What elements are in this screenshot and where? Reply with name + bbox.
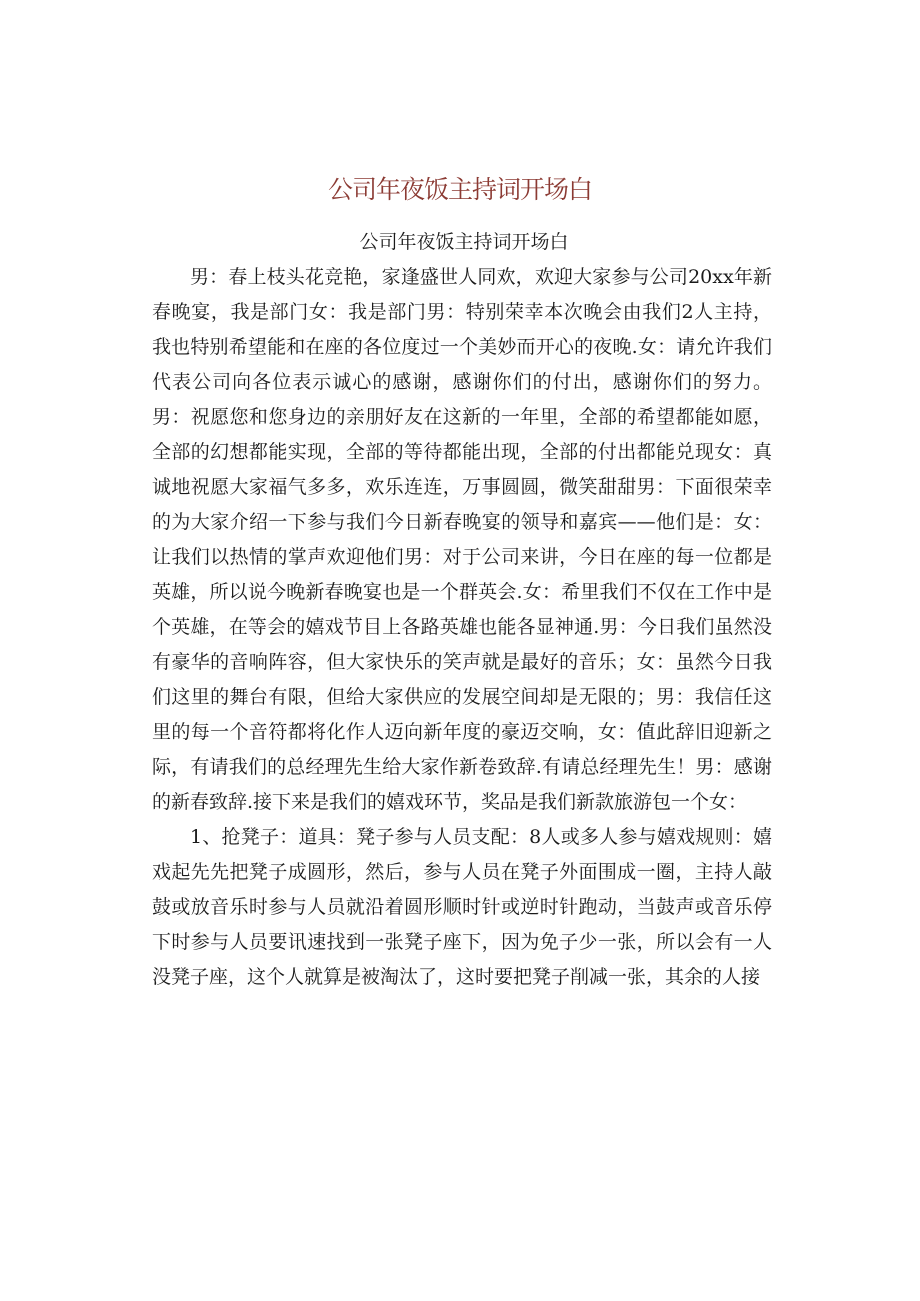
document-subtitle: 公司年夜饭主持词开场白 <box>359 231 569 253</box>
paragraph-game-musical-chairs: 1、抢凳子：道具：凳子参与人员支配：8人或多人参与嬉戏规则：嬉戏起先先把凳子成圆形，然后，参与人员在凳子外面围成一圈，主持人敲鼓或放音乐时参与人员就沿着圆形顺时针或逆时针跑动，当鼓声或音乐停下时参与人员要讯速找到一张凳子座下，因为免子少一张，所以会有一人没凳子座，这个人就算是被淘汰了，这时要把凳子削减一张，其余的人接 <box>152 826 772 988</box>
document-body <box>152 225 772 995</box>
document-title: 公司年夜饭主持词开场白 <box>327 175 592 204</box>
paragraph-opening-dialogue: 男：春上枝头花竞艳，家逢盛世人同欢，欢迎大家参与公司20xx年新春晚宴，我是部门女：我是部门男：特别荣幸本次晚会由我们2人主持，我也特别希望能和在座的各位度过一个美妙而开心的夜晚.女：请允许我们代表公司向各位表示诚心的感谢，感谢你们的付出，感谢你们的努力。男：祝愿您和您身边的亲朋好友在这新的一年里，全部的希望都能如愿，全部的幻想都能实现，全部的等待都能出现，全部的付出都能兑现女：真诚地祝愿大家福气多多，欢乐连连，万事圆圆，微笑甜甜男：下面很荣幸的为大家介绍一下参与我们今日新春晚宴的领导和嘉宾——他们是：女：让我们以热情的掌声欢迎他们男：对于公司来讲，今日在座的每一位都是英雄，所以说今晚新春晚宴也是一个群英会.女：希里我们不仅在工作中是个英雄，在等会的嬉戏节目上各路英雄也能各显神通.男：今日我们虽然没有豪华的音响阵容，但大家快乐的笑声就是最好的音乐；女：虽然今日我们这里的舞台有限，但给大家供应的发展空间却是无限的；男：我信任这里的每一个音符都将化作人迈向新年度的豪迈交响，女：值此辞旧迎新之际，有请我们的总经理先生给大家作新卷致辞.有请总经理先生！男：感谢的新春致辞.接下来是我们的嬉戏环节，奖品是我们新款旅游包一个女： <box>152 266 772 813</box>
